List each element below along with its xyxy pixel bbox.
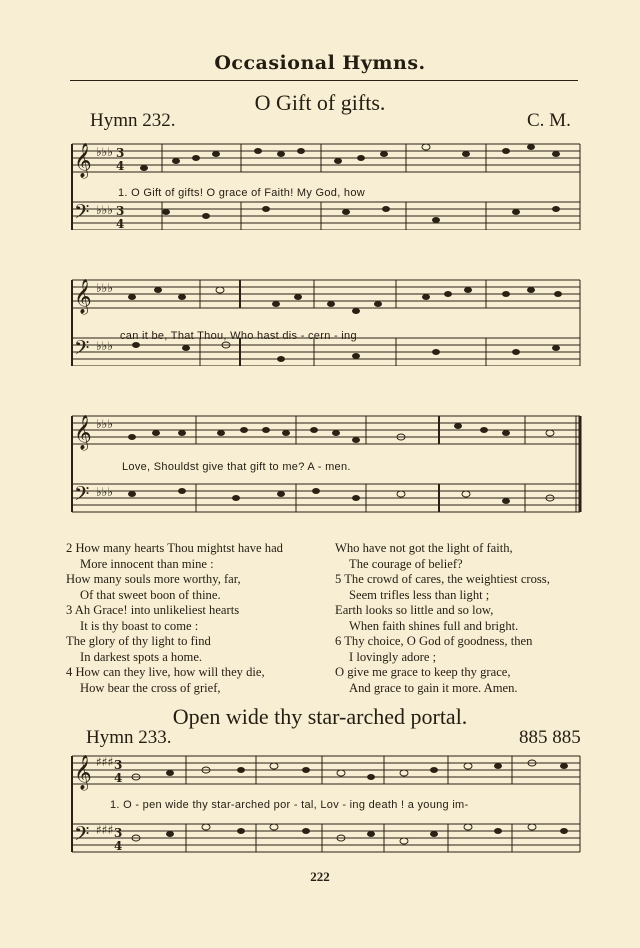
svg-text:𝄢: 𝄢 — [74, 482, 90, 510]
verse-line: It is thy boast to come : — [80, 618, 199, 633]
hymn-232-system-3 — [66, 402, 582, 514]
hymn-232-title: O Gift of gifts. — [254, 90, 386, 115]
hymn-233-lyrics-line-1: 1. O - pen wide thy star-arched por - tal, Lov - ing death ! a young im- — [110, 799, 469, 811]
svg-text:4: 4 — [116, 217, 125, 230]
svg-text:4: 4 — [116, 159, 125, 173]
hymn-233-meter: 885 885 — [519, 727, 581, 748]
svg-text:𝄢: 𝄢 — [74, 200, 90, 228]
hymn-232-system-2 — [66, 266, 582, 366]
svg-text:♯♯♯: ♯♯♯ — [96, 823, 114, 837]
svg-text:4: 4 — [114, 771, 123, 785]
page-number: 222 — [310, 869, 330, 884]
verse-line: How many souls more worthy, far, — [66, 572, 241, 586]
svg-text:♭♭♭: ♭♭♭ — [96, 339, 113, 353]
verse-line: 5 The crowd of cares, the weightiest cross, — [335, 572, 550, 586]
verse-line: In darkest spots a home. — [80, 649, 203, 664]
hymn-233-number: Hymn 233. — [86, 727, 172, 748]
verse-line: More innocent than mine : — [80, 556, 214, 571]
hymn-232-lyrics-line-3: Love, Shouldst give that gift to me? A - men. — [122, 461, 351, 473]
svg-text:𝄞: 𝄞 — [74, 143, 92, 178]
verse-line: Earth looks so little and so low, — [335, 603, 494, 617]
hymn-232-lyrics-line-1: 1. O Gift of gifts! O grace of Faith! My God, how — [118, 187, 366, 199]
verse-line: When faith shines full and bright. — [349, 618, 519, 633]
verse-line: Seem trifles less than light ; — [349, 587, 490, 602]
svg-text:4: 4 — [114, 839, 123, 853]
verse-line: 2 How many hearts Thou mightst have had — [66, 541, 283, 555]
svg-text:3: 3 — [114, 826, 123, 840]
page-header: Occasional Hymns. — [214, 52, 426, 74]
verse-line: Of that sweet boon of thine. — [80, 587, 221, 602]
svg-text:𝄞: 𝄞 — [74, 415, 92, 450]
verse-line: 4 How can they live, how will they die, — [66, 665, 265, 679]
svg-text:♭♭♭: ♭♭♭ — [96, 145, 113, 159]
svg-text:3: 3 — [116, 204, 125, 218]
svg-text:3: 3 — [114, 758, 123, 772]
verse-line: 6 Thy choice, O God of goodness, then — [335, 634, 533, 648]
verse-line: Who have not got the light of faith, — [335, 541, 513, 555]
hymn-232-system-1 — [66, 130, 582, 230]
hymn-232-verses-left — [66, 541, 283, 696]
verse-line: I lovingly adore ; — [349, 649, 437, 664]
svg-text:♭♭♭: ♭♭♭ — [96, 485, 113, 499]
verse-line: The courage of belief? — [349, 556, 463, 571]
verse-line: 3 Ah Grace! into unlikeliest hearts — [66, 603, 240, 617]
hymn-232-lyrics-line-2: can it be, That Thou, Who hast dis - cern - ing — [120, 330, 357, 342]
header-rule — [70, 80, 578, 81]
hymn-232-meter: C. M. — [527, 110, 571, 131]
hymn-233-system-1 — [66, 742, 582, 854]
svg-text:3: 3 — [116, 146, 125, 160]
svg-text:♭♭♭: ♭♭♭ — [96, 203, 113, 217]
verse-line: How bear the cross of grief, — [80, 680, 221, 695]
svg-text:𝄢: 𝄢 — [74, 336, 90, 364]
hymn-233-title: Open wide thy star-arched portal. — [172, 704, 468, 729]
svg-text:𝄢: 𝄢 — [74, 822, 90, 850]
verse-line: And grace to gain it more. Amen. — [349, 680, 518, 695]
verse-line: The glory of thy light to find — [66, 634, 211, 648]
svg-text:♯♯♯: ♯♯♯ — [96, 755, 114, 769]
svg-text:𝄞: 𝄞 — [74, 755, 92, 790]
hymn-232-number: Hymn 232. — [90, 110, 176, 131]
hymn-232-verses-right — [335, 541, 550, 696]
svg-text:♭♭♭: ♭♭♭ — [96, 281, 113, 295]
verse-line: O give me grace to keep thy grace, — [335, 665, 511, 679]
svg-text:♭♭♭: ♭♭♭ — [96, 417, 113, 431]
svg-text:𝄞: 𝄞 — [74, 279, 92, 314]
